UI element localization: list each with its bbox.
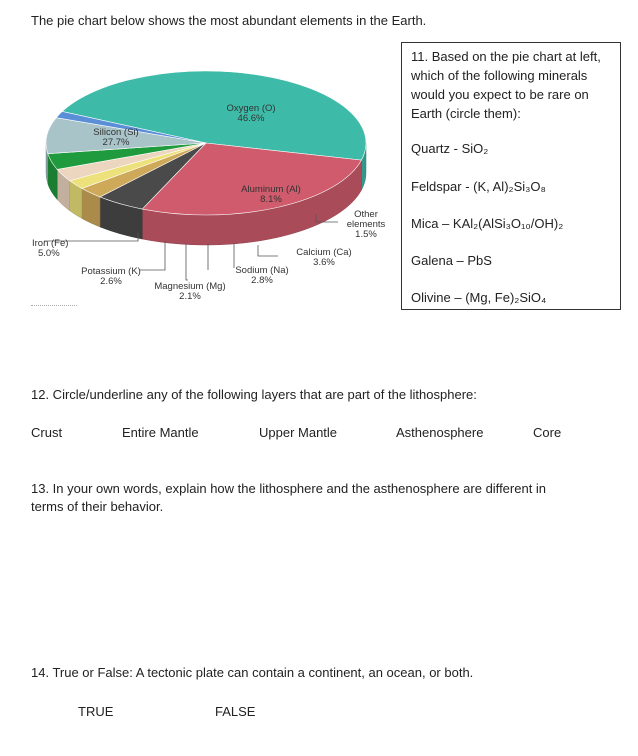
label-potassium-value: 2.6%: [100, 276, 122, 287]
leader-line: [140, 241, 165, 270]
option-core[interactable]: Core: [533, 425, 562, 440]
label-iron-value: 5.0%: [38, 248, 60, 259]
label-other-name-2: elements: [346, 219, 386, 230]
label-oxygen-value: 46.6%: [237, 113, 265, 124]
label-silicon-value: 27.7%: [102, 137, 130, 148]
label-aluminum-name: Aluminum (Al): [241, 184, 301, 195]
option-entire-mantle[interactable]: Entire Mantle: [122, 425, 199, 440]
option-asthenosphere[interactable]: Asthenosphere: [396, 425, 484, 440]
label-aluminum-value: 8.1%: [260, 194, 282, 205]
label-silicon-name: Silicon (Si): [93, 127, 139, 138]
label-magnesium-value: 2.1%: [179, 291, 201, 302]
option-false[interactable]: FALSE: [215, 704, 256, 719]
label-calcium-name: Calcium (Ca): [296, 247, 352, 258]
leader-line: [258, 245, 278, 256]
mineral-olivine[interactable]: Olivine – (Mg, Fe)₂SiO₄: [411, 290, 547, 305]
question-11-text: 11. Based on the pie chart at left, which of the following minerals would you expect to be rare on Earth (circle them):: [411, 49, 601, 121]
leader-line: [186, 243, 188, 280]
option-upper-mantle[interactable]: Upper Mantle: [259, 425, 338, 440]
question-12-text: 12. Circle/underline any of the following layers that are part of the lithosphere:: [31, 387, 477, 402]
label-sodium-name: Sodium (Na): [235, 265, 289, 276]
mineral-mica[interactable]: Mica – KAl₂(AlSi₃O₁₀/OH)₂: [411, 216, 564, 231]
label-iron-name: Iron (Fe): [32, 238, 69, 249]
pie-slices: [46, 71, 366, 215]
label-magnesium-name: Magnesium (Mg): [154, 281, 226, 292]
question-13-text: 13. In your own words, explain how the lithosphere and the asthenosphere are different in terms of their behavior.: [31, 481, 547, 514]
label-potassium-name: Potassium (K): [81, 266, 141, 277]
copyright-mark: [31, 305, 77, 309]
mineral-feldspar[interactable]: Feldspar - (K, Al)₂Si₃O₈: [411, 179, 546, 194]
label-oxygen-name: Oxygen (O): [226, 103, 276, 114]
mineral-galena[interactable]: Galena – PbS: [411, 253, 492, 268]
label-other-name-1: Other: [354, 209, 378, 220]
option-crust[interactable]: Crust: [31, 425, 63, 440]
label-sodium-value: 2.8%: [251, 275, 273, 286]
label-calcium-value: 3.6%: [313, 257, 335, 268]
mineral-quartz[interactable]: Quartz - SiO₂: [411, 141, 489, 156]
question-11-box: [401, 42, 621, 310]
option-true[interactable]: TRUE: [78, 704, 114, 719]
pie-chart: [20, 36, 390, 306]
label-other-value: 1.5%: [355, 229, 377, 240]
intro-text: The pie chart below shows the most abundant elements in the Earth.: [31, 13, 427, 28]
question-14-text: 14. True or False: A tectonic plate can contain a continent, an ocean, or both.: [31, 665, 474, 680]
